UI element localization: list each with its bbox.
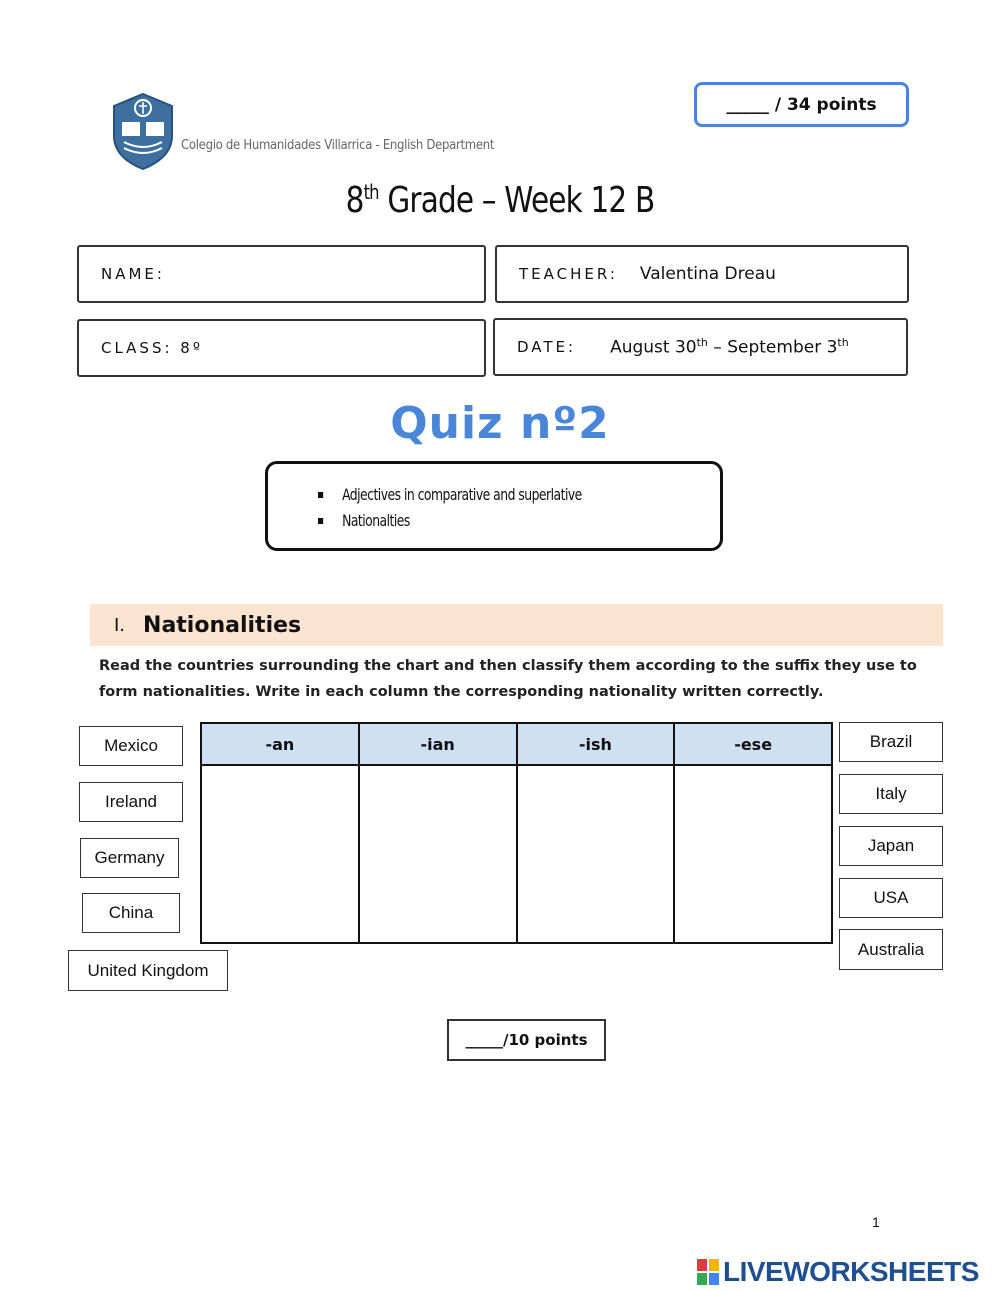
answer-cell-an[interactable] — [201, 765, 359, 943]
country-card-germany[interactable]: Germany — [80, 838, 179, 878]
section-points-box: _____/10 points — [447, 1019, 606, 1061]
class-label: CLASS: 8º — [101, 339, 203, 357]
topics-box — [265, 461, 723, 551]
brand-name: LIVEWORKSHEETS — [723, 1256, 979, 1287]
section-header — [90, 604, 943, 646]
answer-cell-ese[interactable] — [674, 765, 832, 943]
date-value: August 30th – September 3th — [610, 336, 849, 358]
page-title: 8th Grade – Week 12 B — [345, 180, 655, 221]
suffix-table — [200, 722, 833, 944]
quiz-title: Quiz nº2 — [390, 398, 610, 449]
answer-cell-ish[interactable] — [517, 765, 675, 943]
teacher-value: Valentina Dreau — [639, 264, 776, 284]
country-card-usa[interactable]: USA — [839, 878, 943, 918]
topic-item: Adjectives in comparative and superlative — [318, 482, 664, 508]
school-crest-icon — [110, 92, 176, 170]
column-header-ian: -ian — [359, 723, 517, 765]
answer-cell-ian[interactable] — [359, 765, 517, 943]
liveworksheets-logo — [697, 1256, 979, 1288]
teacher-box — [495, 245, 909, 303]
name-field[interactable] — [77, 245, 486, 303]
country-card-brazil[interactable]: Brazil — [839, 722, 943, 762]
total-points-box: _____ / 34 points — [694, 82, 909, 127]
country-card-italy[interactable]: Italy — [839, 774, 943, 814]
country-card-ireland[interactable]: Ireland — [79, 782, 183, 822]
section-number: I. — [114, 614, 126, 636]
column-header-ese: -ese — [674, 723, 832, 765]
page-number: 1 — [872, 1214, 880, 1230]
country-card-china[interactable]: China — [82, 893, 180, 933]
section-instructions: Read the countries surrounding the chart and then classify them according to the suffix they use to form nationalities. Write in each column the corresponding nationality written correctly. — [99, 658, 917, 700]
date-box — [493, 318, 908, 376]
country-card-japan[interactable]: Japan — [839, 826, 943, 866]
column-header-an: -an — [201, 723, 359, 765]
bullet-icon — [318, 492, 323, 498]
section-title: Nationalities — [143, 612, 302, 638]
teacher-label: TEACHER: — [519, 265, 618, 283]
name-label: NAME: — [101, 265, 165, 283]
column-header-ish: -ish — [517, 723, 675, 765]
date-label: DATE: — [517, 338, 577, 356]
class-field[interactable] — [77, 319, 486, 377]
country-card-mexico[interactable]: Mexico — [79, 726, 183, 766]
country-card-united-kingdom[interactable]: United Kingdom — [68, 950, 228, 991]
country-card-australia[interactable]: Australia — [839, 929, 943, 970]
logo-blocks-icon — [697, 1259, 719, 1285]
school-name: Colegio de Humanidades Villarrica - English Department — [181, 138, 495, 153]
topic-item: Nationalties — [318, 508, 664, 534]
bullet-icon — [318, 518, 323, 524]
